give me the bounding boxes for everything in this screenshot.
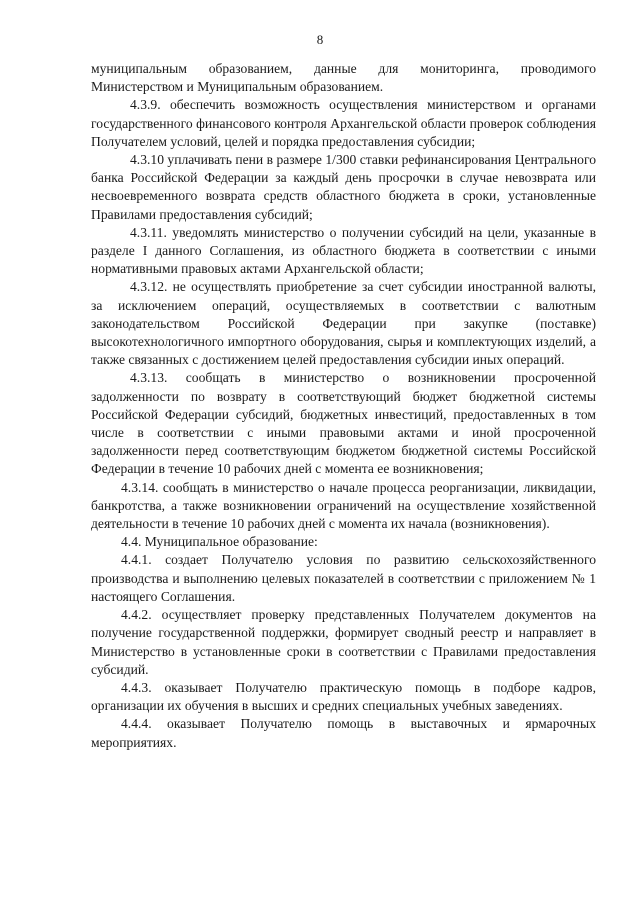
paragraph-4-3-11: 4.3.11. уведомлять министерство о получении субсидий на цели, указанные в разделе I данного Соглашения, из областного бюджета в соответствии с иными нормативными правовых актами Архангельской области; [91,224,596,277]
paragraph-4-4-4: 4.4.4. оказывает Получателю помощь в выставочных и ярмарочных мероприятиях. [91,716,596,750]
paragraph-4-3-13: 4.3.13. сообщать в министерство о возникновении просроченной задолженности по возврату в соответствующий бюджет бюджетной системы Российской Федерации субсидий, бюджетных инвестиций, предоставленных в том числе в соответствии с иными правовыми актами и иной просроченной задолженности перед соответствующим бюджетом бюджетной системы Российской Федерации в течение 10 рабочих дней с момента ее возникновения; [91,370,596,477]
document-body [91,60,596,752]
paragraph-4-4-2: 4.4.2. осуществляет проверку представленных Получателем документов на получение государственной поддержки, формирует сводный реестр и направляет в Министерство в установленные сроки в соответствии с Правилами предоставления субсидий. [91,607,596,677]
paragraph-4-3-12: 4.3.12. не осуществлять приобретение за счет субсидии иностранной валюты, за исключением операций, осуществляемых в соответствии с валютным законодательством Российской Федерации при закупке (поставке) высокотехнологичного импортного оборудования, сырья и комплектующих изделий, а также связанных с достижением целей предоставления субсидии иных операций. [91,279,596,368]
paragraph-4-3-14: 4.3.14. сообщать в министерство о начале процесса реорганизации, ликвидации, банкротства, а также возникновении ограничений на осуществление хозяйственной деятельности в течение 10 рабочих дней с момента их начала (возникновения). [91,479,596,532]
paragraph-continuation: муниципальным образованием, данные для мониторинга, проводимого Министерством и Муниципальным образованием. [91,61,596,95]
page-number: 8 [316,32,324,47]
paragraph-4-3-9: 4.3.9. обеспечить возможность осуществления министерством и органами государственного финансового контроля Архангельской области проверок соблюдения Получателем условий, целей и порядка предоставления субсидии; [91,97,596,149]
paragraph-4-4: 4.4. Муниципальное образование: [121,534,318,550]
paragraph-4-4-3: 4.4.3. оказывает Получателю практическую помощь в подборе кадров, организации их обучения в высших и средних специальных учебных заведениях. [91,679,596,714]
paragraph-4-3-10: 4.3.10 уплачивать пени в размере 1/300 ставки рефинансирования Центрального банка Российской Федерации за каждый день просрочки в случае невозврата или несвоевременного возврата средств областного бюджета в сроки, установленные Правилами предоставления субсидий; [91,152,596,222]
paragraph-4-4-1: 4.4.1. создает Получателю условия по развитию сельскохозяйственного производства и выполнению целевых показателей в соответствии с приложением № 1 настоящего Соглашения. [91,552,596,604]
